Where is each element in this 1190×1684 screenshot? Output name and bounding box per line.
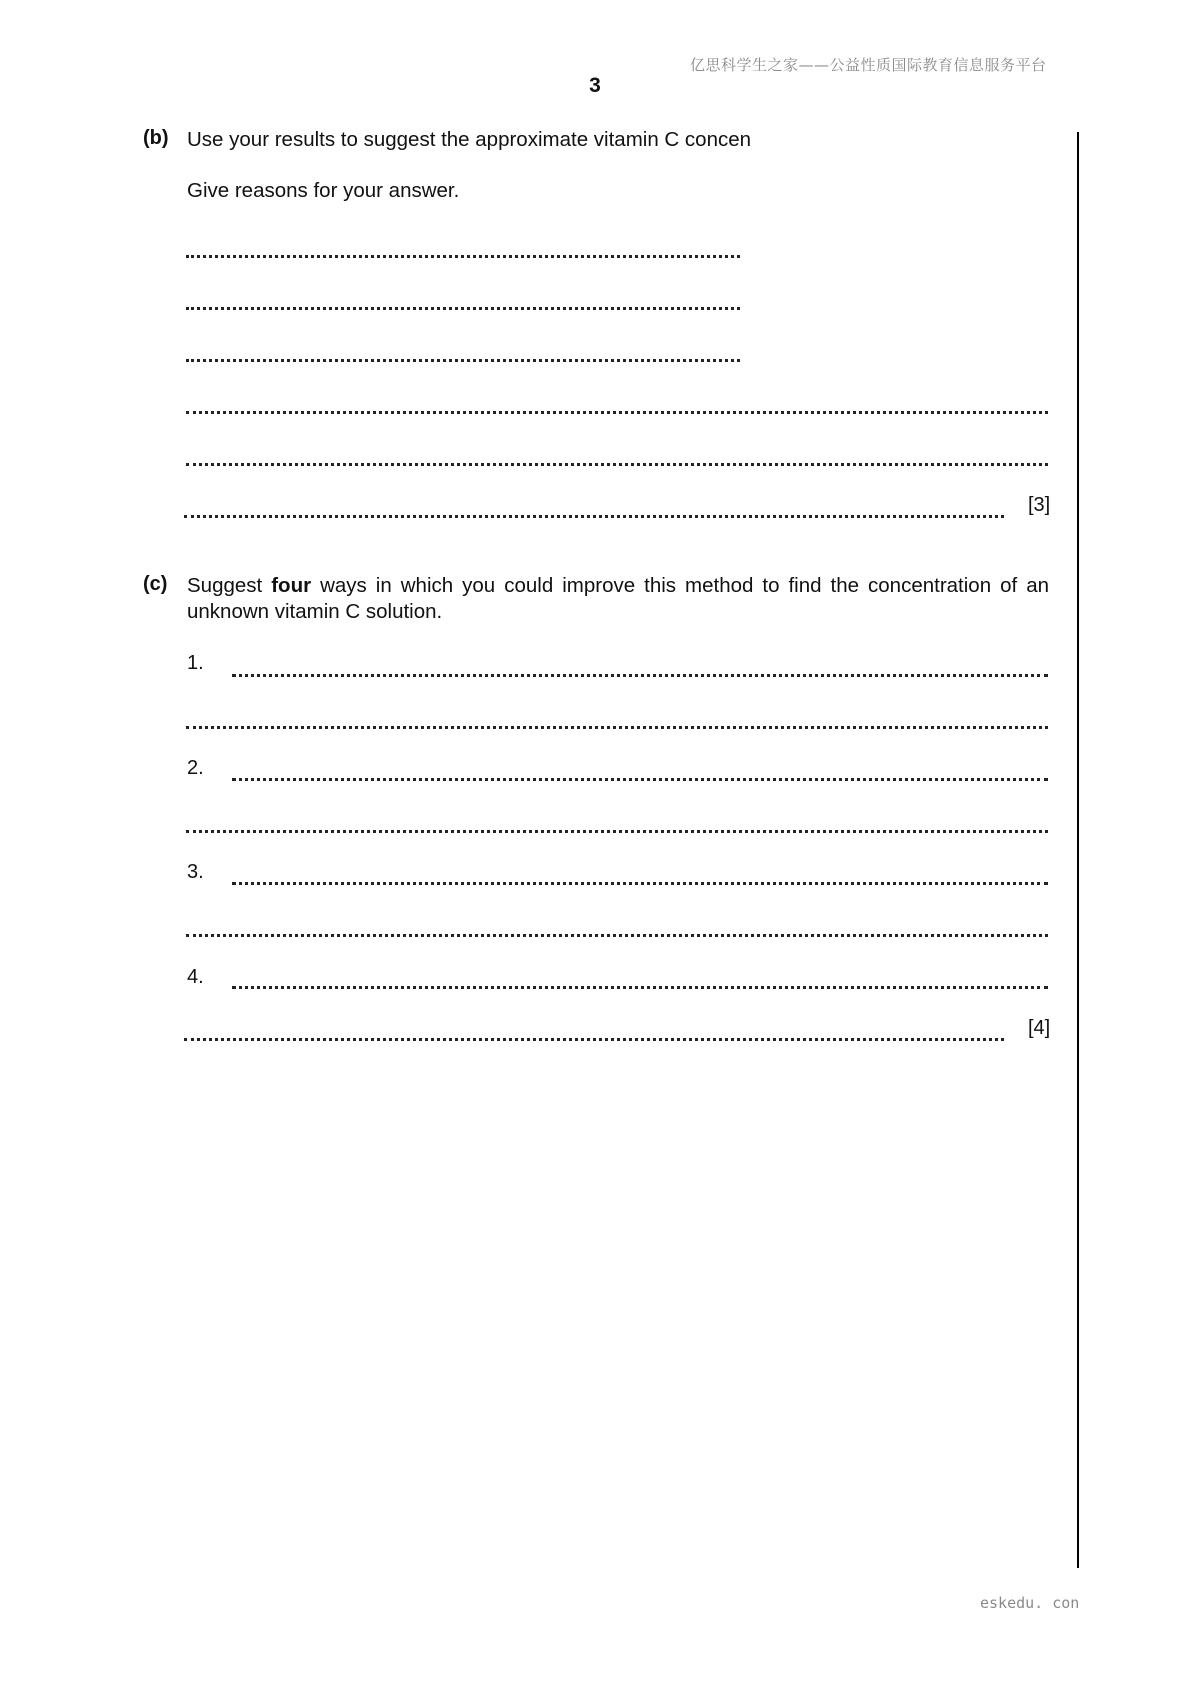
answer-line-b5[interactable] xyxy=(186,463,1048,466)
answer-line-c3a[interactable] xyxy=(232,882,1048,885)
answer-line-c4b[interactable] xyxy=(184,1038,1004,1041)
part-c-question xyxy=(187,573,1049,625)
answer-line-b1[interactable] xyxy=(186,255,740,258)
part-b-label: (b) xyxy=(143,127,169,149)
answer-line-c4a[interactable] xyxy=(232,986,1048,989)
item-number-4: 4. xyxy=(187,966,204,988)
answer-line-b6[interactable] xyxy=(184,515,1004,518)
part-c-label: (c) xyxy=(143,573,168,595)
footer-site: eskedu. con xyxy=(980,1594,1080,1612)
item-number-3: 3. xyxy=(187,861,204,883)
page-number: 3 xyxy=(589,74,601,97)
item-number-1: 1. xyxy=(187,652,204,674)
answer-line-b4[interactable] xyxy=(186,411,1048,414)
part-c-question-start: Suggest xyxy=(187,574,272,597)
watermark: 亿思科学生之家——公益性质国际教育信息服务平台 xyxy=(690,56,1047,74)
part-c-question-emphasis: four xyxy=(271,574,312,597)
answer-line-c1a[interactable] xyxy=(232,674,1048,677)
answer-line-c3b[interactable] xyxy=(186,934,1048,937)
item-number-2: 2. xyxy=(187,757,204,779)
part-b-question: Use your results to suggest the approximate vitamin C concen xyxy=(187,128,752,151)
part-c-marks: [4] xyxy=(1028,1017,1051,1039)
margin-rule xyxy=(1077,132,1079,1568)
answer-line-c1b[interactable] xyxy=(186,726,1048,729)
answer-line-b3[interactable] xyxy=(186,359,740,362)
answer-line-c2a[interactable] xyxy=(232,778,1048,781)
part-c-question-rest: ways in which you could improve this method to find the concentration of an unknown vitamin C solution. xyxy=(187,574,1050,623)
answer-line-b2[interactable] xyxy=(186,307,740,310)
part-b-marks: [3] xyxy=(1028,494,1051,516)
answer-line-c2b[interactable] xyxy=(186,830,1048,833)
part-b-instruction: Give reasons for your answer. xyxy=(187,179,460,202)
